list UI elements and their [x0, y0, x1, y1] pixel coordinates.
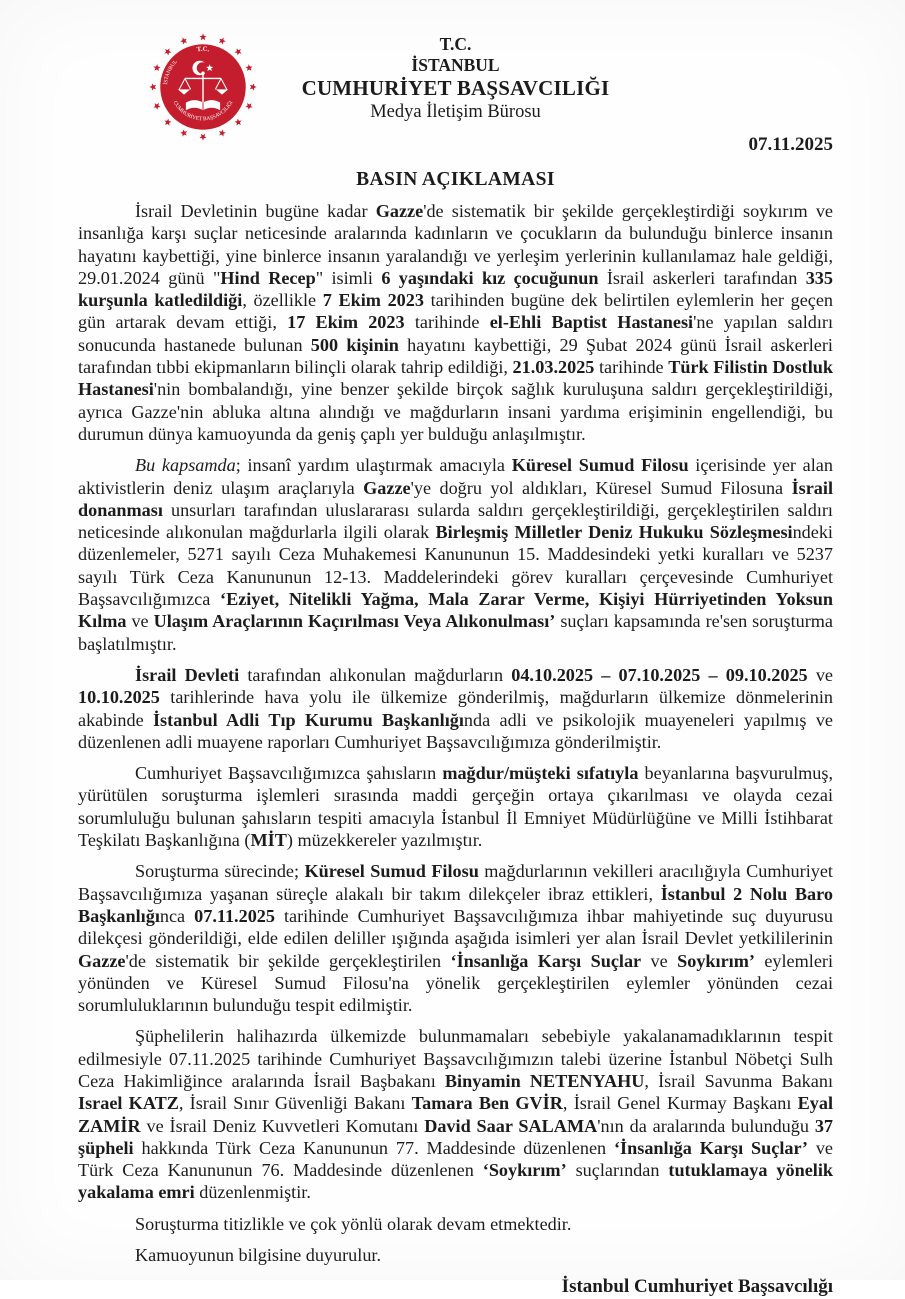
paragraph: Kamuoyunun bilgisine duyurulur.: [135, 1245, 382, 1266]
letterhead-republic: T.C.: [439, 34, 472, 54]
signature: İstanbul Cumhuriyet Başsavcılığı: [561, 1276, 833, 1298]
scales-finial: [201, 72, 204, 75]
letterhead-bureau: Medya İletişim Bürosu: [370, 102, 541, 122]
paragraph: Cumhuriyet Başsavcılığımızca şahısların mağdur/müşteki sıfatıyla beyanlarına başvurulmuş, yürütülen soruşturma işlemleri sırasında maddi gerçeğin ortaya çıkarılması ve olayda cezai sorumluluğu bulunan şahısların tespiti amacıyla İstanbul İl Emniyet Müdürlüğüne ve Milli İstihbarat Teşkilatı Başkanlığına (MİT) müzekkereler yazılmıştır.: [78, 763, 834, 851]
letterhead-city: İSTANBUL: [411, 55, 500, 75]
paragraph: Şüphelilerin halihazırda ülkemizde bulunmamaları sebebiyle yakalanamadıklarının tespit edilmesiyle 07.11.2025 tarihinde Cumhuriyet Başsavcılığımızın talebi üzerine İstanbul Nöbetçi Sulh Ceza Hakimliğince aralarında İsrail Başbakanı Binyamin NETENYAHU, İsrail Savunma Bakanı Israel KATZ, İsrail Sınır Güvenliği Bakanı Tamara Ben GVİR, İsrail Genel Kurmay Başkanı Eyal ZAMİR ve İsrail Deniz Kuvvetleri Komutanı David Saar SALAMA'nın da aralarında bulunduğu 37 şüpheli hakkında Türk Ceza Kanununun 77. Maddesinde düzenlenen ‘İnsanlığa Karşı Suçlar’ ve Türk Ceza Kanununun 76. Maddesinde düzenlenen ‘Soykırım’ suçlarından tutuklamaya yönelik yakalama emri düzenlenmiştir.: [78, 1026, 834, 1203]
svg-text:T.C.: [196, 46, 210, 54]
paragraph: İsrail Devleti tarafından alıkonulan mağdurların 04.10.2025 – 07.10.2025 – 09.10.2025 ve 10.10.2025 tarihlerinde hava yolu ile ülkemize gönderilmiş, mağdurların ülkemize dönmelerinin akabinde İstanbul Adli Tıp Kurumu Başkanlığında adli ve psikolojik muayeneleri yapılmış ve düzenlenen adli muayene raporları Cumhuriyet Başsavcılığımıza gönderilmiştir.: [78, 664, 833, 752]
emblem-ring-top-text: T.C.: [196, 45, 210, 54]
prosecutors-office-emblem: [146, 30, 260, 144]
paragraph: Soruşturma titizlikle ve çok yönlü olarak devam etmektedir.: [135, 1213, 572, 1234]
paragraph: Soruşturma sürecinde; Küresel Sumud Filosu mağdurlarının vekilleri aracılığıyla Cumhuriyet Başsavcılığımıza yaşanan süreçle alakalı bir takım dilekçeler ibraz ettikleri, İstanbul 2 Nolu Baro Başkanlığınca 07.11.2025 tarihinde Cumhuriyet Başsavcılığımıza ihbar mahiyetinde suç duyurusu dilekçesi gönderildiği, elde edilen deliller ışığında aşağıda isimleri yer alan İsrail Devlet yetkililerinin Gazze'de sistematik bir şekilde gerçekleştirilen ‘İnsanlığa Karşı Suçlar ve Soykırım’ eylemleri yönünden ve Küresel Sumud Filosu'na yönelik gerçekleştirilen eylemler yönünden cezai sorumluluklarının bulunduğu tespit edilmiştir.: [78, 861, 833, 1016]
justice-seal-icon: [146, 30, 260, 144]
paragraph: Bu kapsamda; insanî yardım ulaştırmak amacıyla Küresel Sumud Filosu içerisinde yer alan aktivistlerin deniz ulaşım araçlarıyla Gazze'ye doğru yol aldıkları, Küresel Sumud Filosuna İsrail donanması unsurları tarafından uluslararası sularda saldırı gerçekleştirildiği, gerçekleştirilen saldırı neticesinde alıkonulan mağdurlarla ilgili olarak Birleşmiş Milletler Deniz Hukuku Sözleşmesindeki düzenlemeler, 5271 sayılı Ceza Muhakemesi Kanununun 15. Maddesindeki yetki kuralları ve 5237 sayılı Türk Ceza Kanununun 12-13. Maddelerindeki görev kuralları çerçevesinde Cumhuriyet Başsavcılığımızca ‘Eziyet, Nitelikli Yağma, Mala Zarar Verme, Kişiyi Hürriyetinden Yoksun Kılma ve Ulaşım Araçlarının Kaçırılması Veya Alıkonulması’ suçları kapsamında re'sen soruşturma başlatılmıştır.: [78, 455, 833, 654]
emblem-ring-bottom-text: CUMHURİYET BAŞSAVCILIĞI: [171, 100, 235, 123]
document-body: [78, 200, 833, 1266]
letterhead-office: CUMHURİYET BAŞSAVCILIĞI: [301, 76, 610, 100]
paragraph: İsrail Devletinin bugüne kadar Gazze'de sistematik bir şekilde gerçekleştirdiği soykırım ve insanlığa karşı suçlar neticesinde aralarında kadınların ve çocukların da bulunduğu binlerce insanın hayatını kaybettiği, yine binlerce insanın yaralandığı ve yerleşim yerlerinin kullanılamaz hale geldiği, 29.01.2024 günü "Hind Recep" isimli 6 yaşındaki kız çocuğunun İsrail askerleri tarafından 335 kurşunla katledildiği, özellikle 7 Ekim 2023 tarihinden bugüne dek belirtilen eylemlerin her geçen gün artarak devam ettiği, 17 Ekim 2023 tarihinde el-Ehli Baptist Hastanesi'ne yapılan saldırı sonucunda hastanede bulunan 500 kişinin hayatını kaybettiği, 29 Şubat 2024 günü İsrail askerleri tarafından tıbbi ekipmanların bilinçli olarak tahrip edildiği, 21.03.2025 tarihinde Türk Filistin Dostluk Hastanesi'nin bombalandığı, yine benzer şekilde birçok sağlık kuruluşuna saldırı gerçekleştirildiği, ayrıca Gazze'nin abluka altına alındığı ve mağdurların insani yardıma erişiminin engellendiği, bu durumun dünya kamuoyunda da geniş çaplı yer bulduğu anlaşılmıştır.: [78, 201, 834, 444]
document-title: BASIN AÇIKLAMASI: [356, 169, 555, 190]
emblem-ring-left-text: İSTANBUL: [162, 58, 179, 85]
document-date: 07.11.2025: [748, 134, 833, 155]
